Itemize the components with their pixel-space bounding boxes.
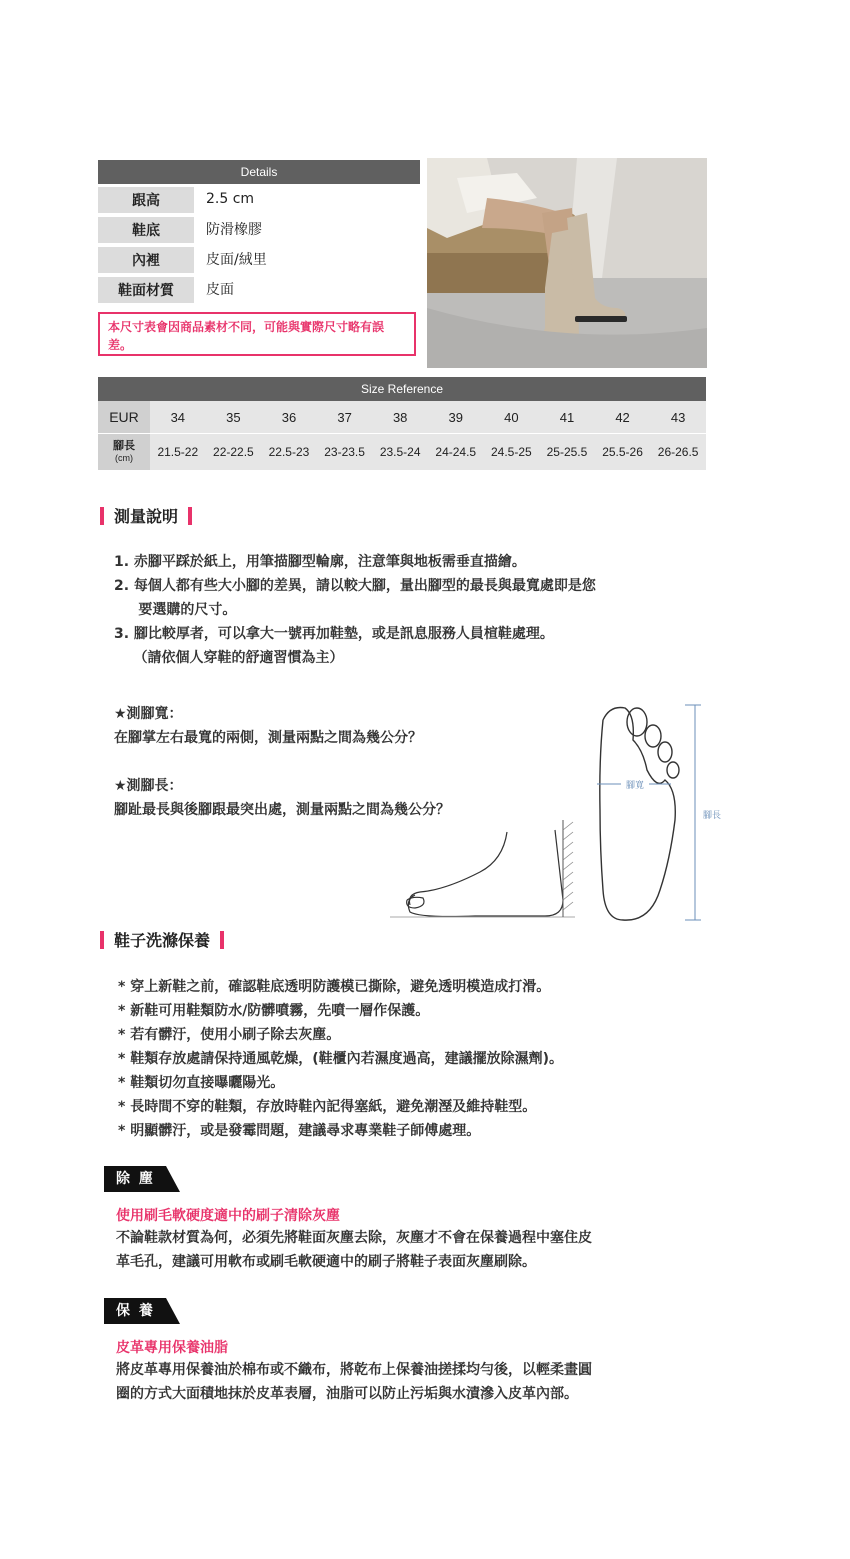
length-unit: (cm)	[115, 453, 133, 463]
care-items	[118, 975, 563, 1143]
length-value: 24-24.5	[435, 445, 477, 459]
measure-step: 1. 赤腳平踩於紙上，用筆描腳型輪廓，注意筆與地板需垂直描繪。	[114, 554, 526, 570]
length-value: 25-25.5	[546, 445, 588, 459]
care-item: * 鞋類切勿直接曝曬陽光。	[118, 1075, 285, 1091]
eur-row	[98, 401, 706, 434]
details-value: 皮面/絨里	[206, 252, 267, 268]
measure-step: 3. 腳比較厚者，可以拿大一號再加鞋墊，或是訊息服務人員楦鞋處理。	[114, 626, 554, 642]
measure-width-text: 在腳掌左右最寬的兩側，測量兩點之間為幾公分？	[114, 730, 422, 746]
care-item: * 長時間不穿的鞋類，存放時鞋內記得塞紙，避免潮溼及維持鞋型。	[118, 1099, 537, 1115]
title-bar-left	[100, 931, 104, 949]
dust-tag-wrap	[104, 1166, 155, 1192]
eur-size: 42	[615, 409, 630, 425]
foot-width-label: 腳寬	[625, 781, 645, 791]
maint-tag-wrap	[104, 1298, 155, 1324]
eur-size: 36	[281, 409, 297, 425]
care-item: * 明顯髒汙，或是發霉問題，建議尋求專業鞋子師傅處理。	[118, 1123, 481, 1139]
length-value: 24.5-25	[491, 445, 532, 459]
eur-size: 37	[337, 409, 352, 425]
product-photo	[427, 158, 707, 368]
details-table	[98, 160, 420, 304]
details-header: Details	[98, 160, 420, 184]
details-value: 2.5 cm	[206, 191, 255, 207]
measure-step: （請依個人穿鞋的舒適習慣為主）	[114, 650, 344, 666]
dust-tag: 除 塵	[116, 1171, 155, 1187]
details-value: 防滑橡膠	[206, 222, 262, 238]
details-label: 跟高	[98, 187, 194, 213]
eur-size: 35	[226, 409, 241, 425]
length-row	[98, 434, 706, 471]
length-value: 22-22.5	[213, 445, 254, 459]
size-notice: 本尺寸表會因商品素材不同，可能與實際尺寸略有誤差。	[98, 312, 416, 356]
dust-text	[116, 1226, 592, 1274]
length-label-cell	[98, 434, 150, 470]
measure-width-block	[114, 702, 422, 750]
size-reference-header: Size Reference	[98, 377, 706, 401]
maint-line: 將皮革專用保養油於棉布或不織布，將乾布上保養油搓揉均勻後，以輕柔畫圓	[116, 1362, 592, 1378]
details-row	[98, 184, 420, 214]
measure-steps	[114, 550, 596, 670]
eur-size: 39	[448, 409, 463, 425]
title-bar-right	[188, 507, 192, 525]
care-item: * 鞋類存放處請保持通風乾燥，(鞋櫃內若濕度過高，建議擺放除濕劑)。	[118, 1051, 563, 1067]
care-title: 鞋子洗滌保養	[114, 931, 211, 950]
care-item: * 穿上新鞋之前，確認鞋底透明防護模已撕除，避免透明模造成打滑。	[118, 979, 551, 995]
eur-label: EUR	[98, 401, 150, 433]
eur-size: 43	[670, 409, 686, 425]
measure-step: 要選購的尺寸。	[114, 602, 237, 618]
title-bar-right	[220, 931, 224, 949]
length-label: 腳長	[113, 440, 135, 452]
details-value: 皮面	[206, 282, 234, 298]
measure-length-text: 腳趾最長與後腳跟最突出處，測量兩點之間為幾公分？	[114, 802, 450, 818]
length-value: 25.5-26	[602, 445, 643, 459]
length-value: 23.5-24	[379, 445, 421, 459]
details-label: 鞋面材質	[98, 277, 194, 303]
maint-title: 皮革專用保養油脂	[116, 1340, 228, 1356]
eur-size: 34	[170, 409, 186, 425]
length-value: 22.5-23	[268, 445, 310, 459]
length-value: 23-23.5	[324, 445, 365, 459]
foot-measure-diagram	[385, 700, 730, 925]
care-item: * 新鞋可用鞋類防水/防髒噴霧，先噴一層作保護。	[118, 1003, 430, 1019]
maint-tag: 保 養	[116, 1303, 155, 1319]
eur-size: 38	[392, 409, 408, 425]
care-item: * 若有髒汙，使用小刷子除去灰塵。	[118, 1027, 341, 1043]
maint-text	[116, 1358, 592, 1406]
length-value: 21.5-22	[157, 445, 199, 459]
foot-length-label: 腳長	[702, 811, 722, 821]
measure-section-title	[100, 504, 192, 527]
measure-step: 2. 每個人都有些大小腳的差異，請以較大腳，量出腳型的最長與最寬處即是您	[114, 578, 596, 594]
maint-line: 圈的方式大面積地抹於皮革表層，油脂可以防止污垢與水漬滲入皮革內部。	[116, 1386, 578, 1402]
eur-size: 40	[504, 409, 519, 425]
dust-line: 革毛孔，建議可用軟布或刷毛軟硬適中的刷子將鞋子表面灰塵刷除。	[116, 1254, 536, 1270]
title-bar-left	[100, 507, 104, 525]
details-label: 內裡	[98, 247, 194, 273]
details-row	[98, 214, 420, 244]
dust-title: 使用刷毛軟硬度適中的刷子清除灰塵	[116, 1208, 340, 1224]
size-reference-table	[98, 377, 706, 471]
eur-size: 41	[559, 409, 575, 425]
dust-line: 不論鞋款材質為何，必須先將鞋面灰塵去除，灰塵才不會在保養過程中塞住皮	[116, 1230, 592, 1246]
care-section-title	[100, 928, 224, 951]
measure-width-title: ★測腳寬：	[114, 706, 183, 722]
details-row	[98, 274, 420, 304]
length-value: 26-26.5	[657, 445, 699, 459]
measure-title: 測量說明	[114, 507, 179, 526]
boot-photo-illustration	[427, 158, 707, 368]
details-row	[98, 244, 420, 274]
measure-length-title: ★測腳長：	[114, 778, 183, 794]
details-label: 鞋底	[98, 217, 194, 243]
